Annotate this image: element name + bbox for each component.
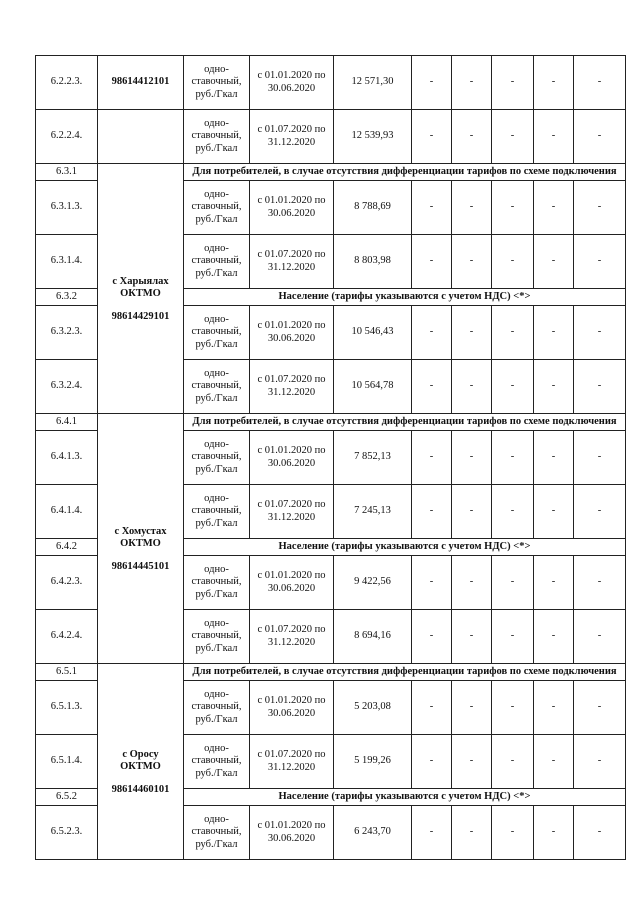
- dash-cell: -: [452, 235, 492, 289]
- dash-cell: -: [574, 681, 626, 735]
- settlement-name: с Харыялах: [112, 275, 169, 287]
- period-cell: с 01.07.2020 по 31.12.2020: [250, 110, 334, 164]
- oktmo-code: 98614412101: [98, 56, 184, 110]
- dash-cell: -: [452, 431, 492, 485]
- dash-cell: -: [534, 181, 574, 235]
- dash-cell: -: [534, 681, 574, 735]
- settlement-name: с Хомустах: [114, 525, 167, 537]
- row-number: 6.3.2.3.: [36, 306, 98, 360]
- unit-cell: одно-ставочный, руб./Гкал: [184, 56, 250, 110]
- dash-cell: -: [574, 610, 626, 664]
- oktmo-code: 98614445101: [111, 560, 170, 572]
- section-row: [36, 664, 626, 681]
- dash-cell: -: [492, 110, 534, 164]
- unit-cell: одно-ставочный, руб./Гкал: [184, 181, 250, 235]
- dash-cell: -: [574, 485, 626, 539]
- row-number: 6.4.2.3.: [36, 556, 98, 610]
- tariff-value: 10 546,43: [334, 306, 412, 360]
- tariff-value: 10 564,78: [334, 360, 412, 414]
- oktmo-code: 98614460101: [111, 783, 170, 795]
- dash-cell: -: [574, 306, 626, 360]
- dash-cell: -: [412, 806, 452, 860]
- dash-cell: -: [452, 556, 492, 610]
- period-cell: с 01.07.2020 по 31.12.2020: [250, 235, 334, 289]
- dash-cell: -: [452, 735, 492, 789]
- row-number: 6.2.2.3.: [36, 56, 98, 110]
- dash-cell: -: [492, 306, 534, 360]
- table-row: [36, 110, 626, 164]
- row-number: 6.3.1: [36, 164, 98, 181]
- dash-cell: -: [492, 181, 534, 235]
- oktmo-label: ОКТМО: [120, 538, 161, 550]
- unit-cell: одно-ставочный, руб./Гкал: [184, 431, 250, 485]
- period-cell: с 01.07.2020 по 31.12.2020: [250, 735, 334, 789]
- period-cell: с 01.01.2020 по 30.06.2020: [250, 806, 334, 860]
- row-number: 6.4.1.4.: [36, 485, 98, 539]
- period-cell: с 01.01.2020 по 30.06.2020: [250, 556, 334, 610]
- dash-cell: -: [412, 485, 452, 539]
- section-row: [36, 164, 626, 181]
- dash-cell: -: [492, 681, 534, 735]
- dash-cell: -: [492, 610, 534, 664]
- dash-cell: -: [534, 56, 574, 110]
- section-title: Население (тарифы указываются с учетом НДС) <*>: [184, 789, 626, 806]
- dash-cell: -: [574, 235, 626, 289]
- tariff-value: 8 803,98: [334, 235, 412, 289]
- row-number: 6.4.1.3.: [36, 431, 98, 485]
- tariff-value: 7 852,13: [334, 431, 412, 485]
- period-cell: с 01.07.2020 по 31.12.2020: [250, 360, 334, 414]
- row-number: 6.5.1.3.: [36, 681, 98, 735]
- period-cell: с 01.01.2020 по 30.06.2020: [250, 431, 334, 485]
- dash-cell: -: [452, 610, 492, 664]
- unit-cell: одно-ставочный, руб./Гкал: [184, 735, 250, 789]
- dash-cell: -: [574, 360, 626, 414]
- dash-cell: -: [412, 56, 452, 110]
- period-cell: с 01.01.2020 по 30.06.2020: [250, 181, 334, 235]
- dash-cell: -: [452, 360, 492, 414]
- dash-cell: -: [574, 431, 626, 485]
- row-number: 6.5.1: [36, 664, 98, 681]
- dash-cell: -: [534, 735, 574, 789]
- row-number: 6.4.2: [36, 539, 98, 556]
- tariff-value: 5 203,08: [334, 681, 412, 735]
- row-number: 6.4.2.4.: [36, 610, 98, 664]
- dash-cell: -: [574, 181, 626, 235]
- dash-cell: -: [534, 360, 574, 414]
- row-number: 6.5.1.4.: [36, 735, 98, 789]
- dash-cell: -: [412, 235, 452, 289]
- section-title: Население (тарифы указываются с учетом НДС) <*>: [184, 289, 626, 306]
- tariff-value: 8 788,69: [334, 181, 412, 235]
- tariff-value: 12 571,30: [334, 56, 412, 110]
- tariff-table: [35, 55, 626, 860]
- unit-cell: одно-ставочный, руб./Гкал: [184, 235, 250, 289]
- settlement-cell-empty: [98, 110, 184, 164]
- tariff-value: 7 245,13: [334, 485, 412, 539]
- table-row: [36, 56, 626, 110]
- section-title: Для потребителей, в случае отсутствия дифференциации тарифов по схеме подключения: [184, 164, 626, 181]
- dash-cell: -: [452, 485, 492, 539]
- dash-cell: -: [492, 806, 534, 860]
- dash-cell: -: [452, 306, 492, 360]
- row-number: 6.3.2.4.: [36, 360, 98, 414]
- dash-cell: -: [574, 556, 626, 610]
- dash-cell: -: [574, 56, 626, 110]
- section-title: Население (тарифы указываются с учетом НДС) <*>: [184, 539, 626, 556]
- dash-cell: -: [412, 110, 452, 164]
- dash-cell: -: [412, 360, 452, 414]
- dash-cell: -: [574, 806, 626, 860]
- dash-cell: -: [412, 610, 452, 664]
- unit-cell: одно-ставочный, руб./Гкал: [184, 681, 250, 735]
- dash-cell: -: [492, 235, 534, 289]
- period-cell: с 01.07.2020 по 31.12.2020: [250, 610, 334, 664]
- dash-cell: -: [574, 735, 626, 789]
- dash-cell: -: [492, 56, 534, 110]
- dash-cell: -: [452, 806, 492, 860]
- unit-cell: одно-ставочный, руб./Гкал: [184, 110, 250, 164]
- dash-cell: -: [534, 235, 574, 289]
- section-row: [36, 414, 626, 431]
- dash-cell: -: [412, 181, 452, 235]
- dash-cell: -: [452, 181, 492, 235]
- dash-cell: -: [412, 556, 452, 610]
- period-cell: с 01.01.2020 по 30.06.2020: [250, 306, 334, 360]
- unit-cell: одно-ставочный, руб./Гкал: [184, 610, 250, 664]
- period-cell: с 01.07.2020 по 31.12.2020: [250, 485, 334, 539]
- row-number: 6.3.1.3.: [36, 181, 98, 235]
- dash-cell: -: [412, 431, 452, 485]
- dash-cell: -: [492, 360, 534, 414]
- row-number: 6.2.2.4.: [36, 110, 98, 164]
- unit-cell: одно-ставочный, руб./Гкал: [184, 806, 250, 860]
- dash-cell: -: [492, 556, 534, 610]
- dash-cell: -: [534, 110, 574, 164]
- dash-cell: -: [534, 306, 574, 360]
- row-number: 6.4.1: [36, 414, 98, 431]
- dash-cell: -: [534, 610, 574, 664]
- settlement-kharyialakh: [98, 164, 184, 414]
- tariff-value: 9 422,56: [334, 556, 412, 610]
- row-number: 6.3.1.4.: [36, 235, 98, 289]
- dash-cell: -: [452, 110, 492, 164]
- settlement-name: с Оросу: [122, 748, 159, 760]
- dash-cell: -: [492, 735, 534, 789]
- unit-cell: одно-ставочный, руб./Гкал: [184, 360, 250, 414]
- dash-cell: -: [412, 681, 452, 735]
- oktmo-code: 98614429101: [111, 310, 170, 322]
- dash-cell: -: [534, 806, 574, 860]
- tariff-value: 12 539,93: [334, 110, 412, 164]
- dash-cell: -: [492, 485, 534, 539]
- dash-cell: -: [412, 306, 452, 360]
- dash-cell: -: [492, 431, 534, 485]
- dash-cell: -: [534, 485, 574, 539]
- period-cell: с 01.01.2020 по 30.06.2020: [250, 681, 334, 735]
- dash-cell: -: [574, 110, 626, 164]
- dash-cell: -: [452, 56, 492, 110]
- row-number: 6.5.2: [36, 789, 98, 806]
- row-number: 6.5.2.3.: [36, 806, 98, 860]
- oktmo-label: ОКТМО: [120, 288, 161, 300]
- unit-cell: одно-ставочный, руб./Гкал: [184, 556, 250, 610]
- tariff-value: 8 694,16: [334, 610, 412, 664]
- dash-cell: -: [412, 735, 452, 789]
- section-title: Для потребителей, в случае отсутствия дифференциации тарифов по схеме подключения: [184, 664, 626, 681]
- dash-cell: -: [452, 681, 492, 735]
- dash-cell: -: [534, 556, 574, 610]
- unit-cell: одно-ставочный, руб./Гкал: [184, 306, 250, 360]
- oktmo-label: ОКТМО: [120, 761, 161, 773]
- dash-cell: -: [534, 431, 574, 485]
- settlement-khomustakh: [98, 414, 184, 664]
- period-cell: с 01.01.2020 по 30.06.2020: [250, 56, 334, 110]
- section-title: Для потребителей, в случае отсутствия дифференциации тарифов по схеме подключения: [184, 414, 626, 431]
- row-number: 6.3.2: [36, 289, 98, 306]
- tariff-value: 5 199,26: [334, 735, 412, 789]
- unit-cell: одно-ставочный, руб./Гкал: [184, 485, 250, 539]
- settlement-orosu: [98, 664, 184, 860]
- tariff-value: 6 243,70: [334, 806, 412, 860]
